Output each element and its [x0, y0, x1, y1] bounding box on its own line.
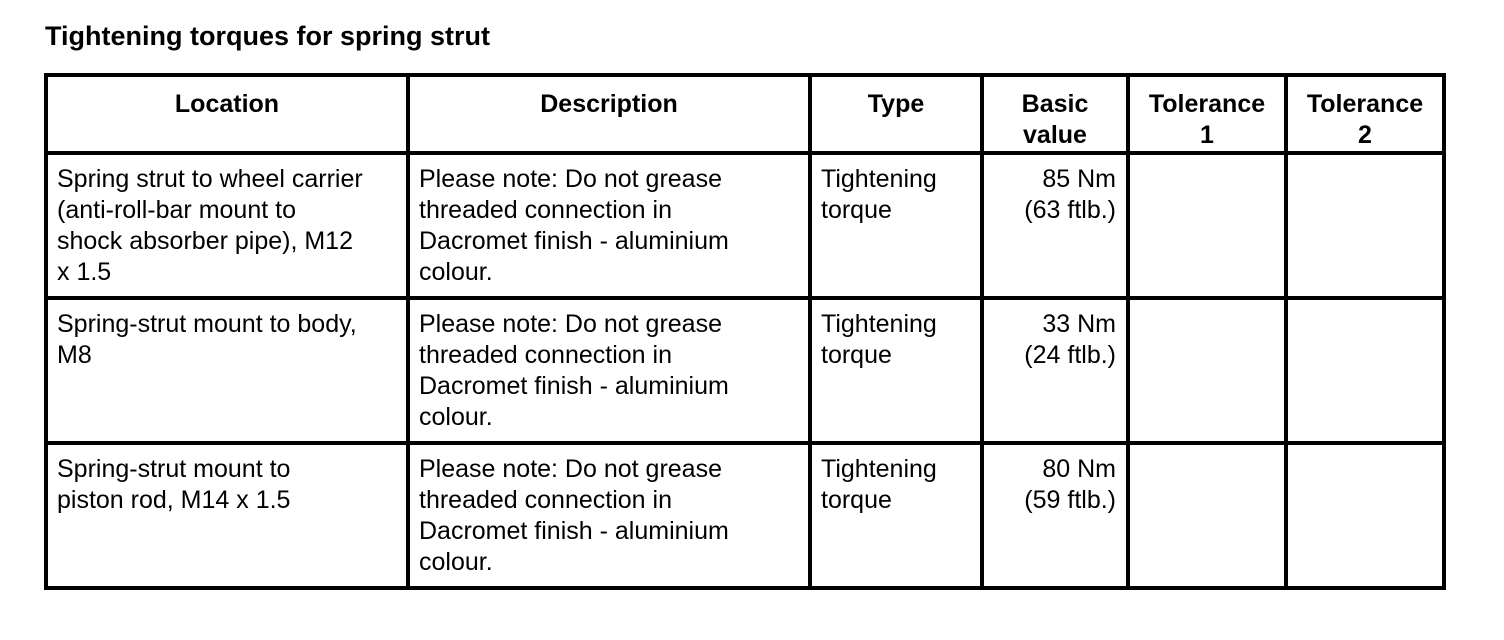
- header-location: [46, 75, 408, 153]
- cell-type: [810, 443, 982, 588]
- cell-basic-value-ftlb: (24 ftlb.): [1024, 341, 1116, 369]
- cell-description-line: colour.: [419, 258, 493, 286]
- cell-description-line: colour.: [419, 403, 493, 431]
- cell-description-line: threaded connection in: [419, 341, 672, 369]
- cell-type-line: torque: [821, 196, 892, 224]
- cell-type-line: Tightening: [821, 310, 937, 338]
- cell-location-line: Spring strut to wheel carrier: [57, 165, 363, 193]
- header-basic-value-line-2: value: [1023, 121, 1087, 149]
- cell-basic-value-ftlb: (63 ftlb.): [1024, 196, 1116, 224]
- torque-table: [44, 73, 1446, 590]
- cell-description: [408, 298, 810, 443]
- header-basic-value-line-1: Basic: [1021, 90, 1089, 118]
- cell-location: [46, 153, 408, 298]
- cell-description-line: Please note: Do not grease: [419, 455, 722, 483]
- header-basic-value: [982, 75, 1128, 153]
- cell-type-line: torque: [821, 341, 892, 369]
- cell-basic-value: [982, 443, 1128, 588]
- header-location-text: Location: [174, 90, 280, 118]
- cell-description-line: Please note: Do not grease: [419, 310, 722, 338]
- cell-description-line: Dacromet finish - aluminium: [419, 372, 729, 400]
- document-title: Tightening torques for spring strut: [45, 21, 490, 51]
- cell-tolerance-1: [1128, 298, 1286, 443]
- cell-description: [408, 153, 810, 298]
- cell-type-line: Tightening: [821, 165, 937, 193]
- header-type-text: Type: [867, 90, 925, 118]
- header-type: [810, 75, 982, 153]
- header-tolerance-2-line-2: 2: [1358, 121, 1372, 149]
- table-row: [46, 153, 1444, 298]
- cell-basic-value-ftlb: (59 ftlb.): [1024, 486, 1116, 514]
- cell-description-line: Dacromet finish - aluminium: [419, 227, 729, 255]
- cell-description-line: threaded connection in: [419, 486, 672, 514]
- cell-location-line: M8: [57, 341, 92, 369]
- cell-basic-value: [982, 298, 1128, 443]
- table-row: [46, 443, 1444, 588]
- header-tolerance-1-line-2: 1: [1200, 121, 1214, 149]
- header-tolerance-1: [1128, 75, 1286, 153]
- cell-basic-value-nm: 80 Nm: [1042, 455, 1116, 483]
- cell-basic-value-nm: 85 Nm: [1042, 165, 1116, 193]
- cell-type-line: torque: [821, 486, 892, 514]
- cell-description-line: threaded connection in: [419, 196, 672, 224]
- cell-tolerance-2: [1286, 443, 1444, 588]
- cell-tolerance-2: [1286, 298, 1444, 443]
- cell-location: [46, 443, 408, 588]
- cell-description-line: Please note: Do not grease: [419, 165, 722, 193]
- cell-tolerance-1: [1128, 443, 1286, 588]
- cell-type: [810, 153, 982, 298]
- table-header-row: [46, 75, 1444, 153]
- header-description-text: Description: [540, 90, 678, 118]
- cell-basic-value: [982, 153, 1128, 298]
- cell-location-line: Spring-strut mount to: [57, 455, 291, 483]
- cell-type-line: Tightening: [821, 455, 937, 483]
- cell-location-line: piston rod, M14 x 1.5: [57, 486, 291, 514]
- cell-tolerance-1: [1128, 153, 1286, 298]
- cell-tolerance-2: [1286, 153, 1444, 298]
- header-tolerance-2: [1286, 75, 1444, 153]
- cell-location-line: Spring-strut mount to body,: [57, 310, 357, 338]
- cell-description-line: colour.: [419, 548, 493, 576]
- header-description: [408, 75, 810, 153]
- table-row: [46, 298, 1444, 443]
- cell-location-line: x 1.5: [57, 258, 112, 286]
- cell-type: [810, 298, 982, 443]
- cell-location-line: (anti-roll-bar mount to: [57, 196, 296, 224]
- cell-location: [46, 298, 408, 443]
- cell-location-line: shock absorber pipe), M12: [57, 227, 353, 255]
- cell-description: [408, 443, 810, 588]
- cell-basic-value-nm: 33 Nm: [1042, 310, 1116, 338]
- header-tolerance-2-line-1: Tolerance: [1306, 90, 1424, 118]
- header-tolerance-1-line-1: Tolerance: [1148, 90, 1266, 118]
- cell-description-line: Dacromet finish - aluminium: [419, 517, 729, 545]
